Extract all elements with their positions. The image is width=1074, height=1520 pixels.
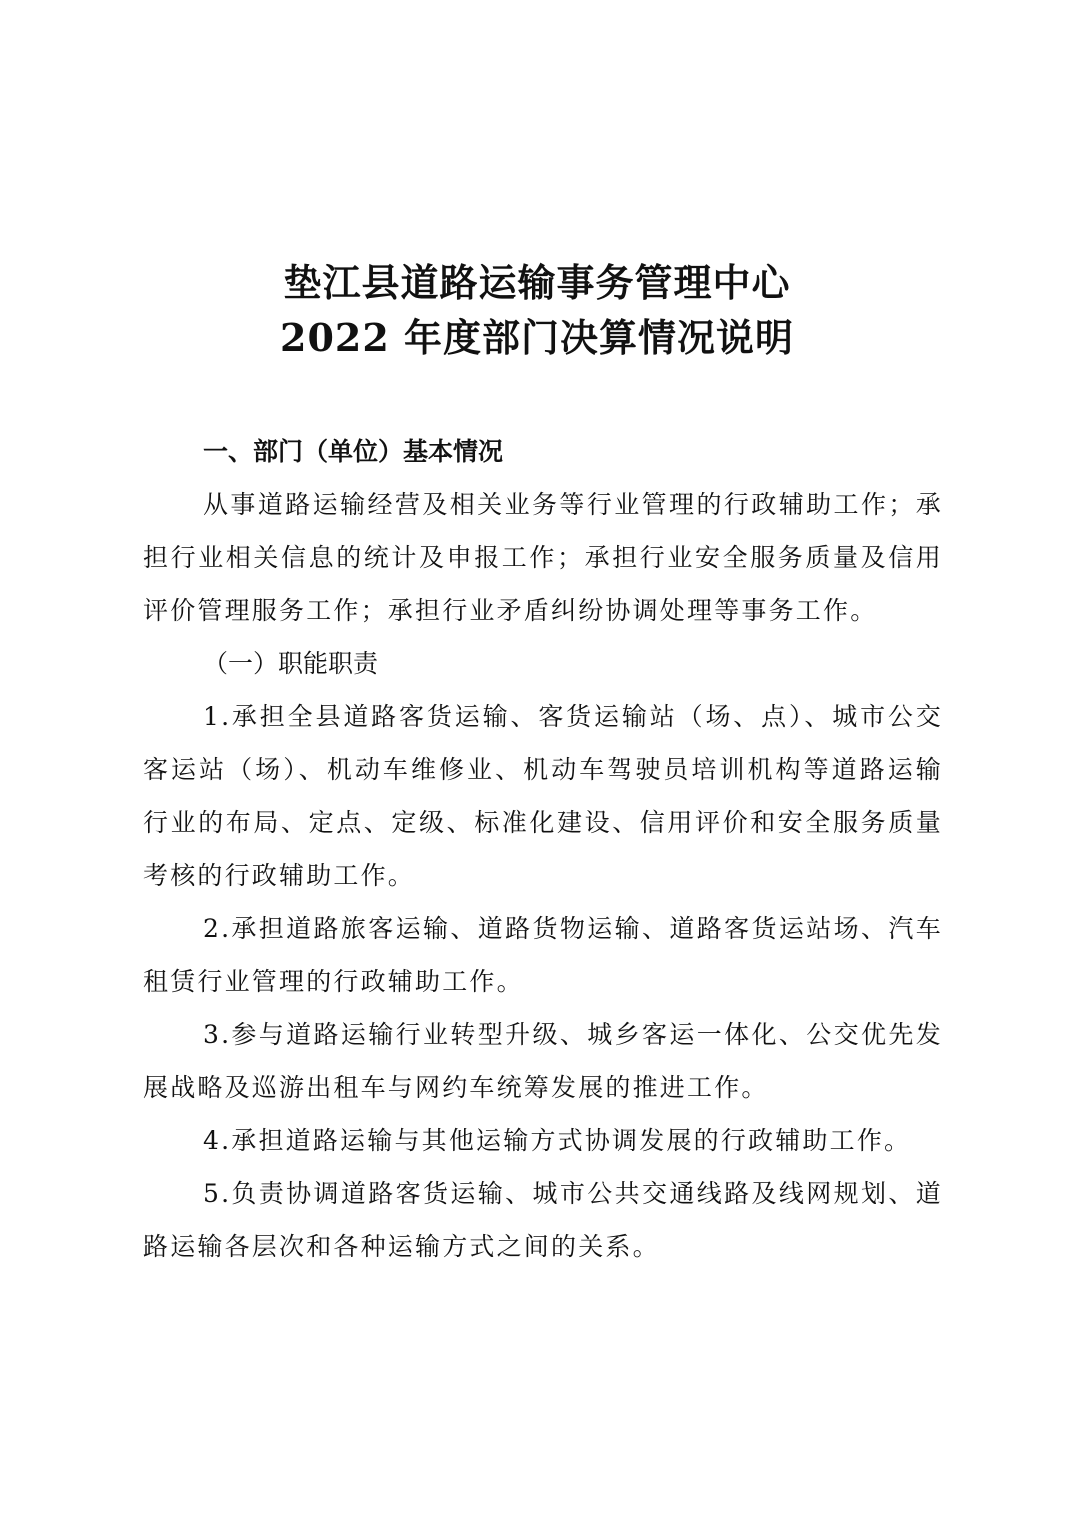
- duty-item-4: 4.承担道路运输与其他运输方式协调发展的行政辅助工作。: [203, 1126, 912, 1155]
- title-line-1: 垫江县道路运输事务管理中心: [283, 260, 791, 305]
- duty-item-1: 1.承担全县道路客货运输、客货运输站（场、点）、城市公交客运站（场）、机动车维修业、机动车驾驶员培训机构等道路运输行业的布局、定点、定级、标准化建设、信用评价和安全服务质量考核的行政辅助工作。: [143, 702, 943, 890]
- intro-paragraph: 从事道路运输经营及相关业务等行业管理的行政辅助工作；承担行业相关信息的统计及申报工作；承担行业安全服务质量及信用评价管理服务工作；承担行业矛盾纠纷协调处理等事务工作。: [143, 490, 943, 625]
- duty-item-5: 5.负责协调道路客货运输、城市公共交通线路及线网规划、道路运输各层次和各种运输方式之间的关系。: [143, 1179, 943, 1261]
- section-heading: 一、部门（单位）基本情况: [203, 437, 504, 466]
- duty-item-2: 2.承担道路旅客运输、道路货物运输、道路客货运站场、汽车租赁行业管理的行政辅助工作。: [143, 914, 943, 996]
- title-line-2: 2022 年度部门决算情况说明: [280, 315, 794, 360]
- subsection-heading: （一）职能职责: [203, 649, 379, 678]
- document-body: [143, 425, 943, 1273]
- duty-item-3: 3.参与道路运输行业转型升级、城乡客运一体化、公交优先发展战略及巡游出租车与网约车统筹发展的推进工作。: [143, 1020, 943, 1102]
- document-title: [0, 255, 1074, 365]
